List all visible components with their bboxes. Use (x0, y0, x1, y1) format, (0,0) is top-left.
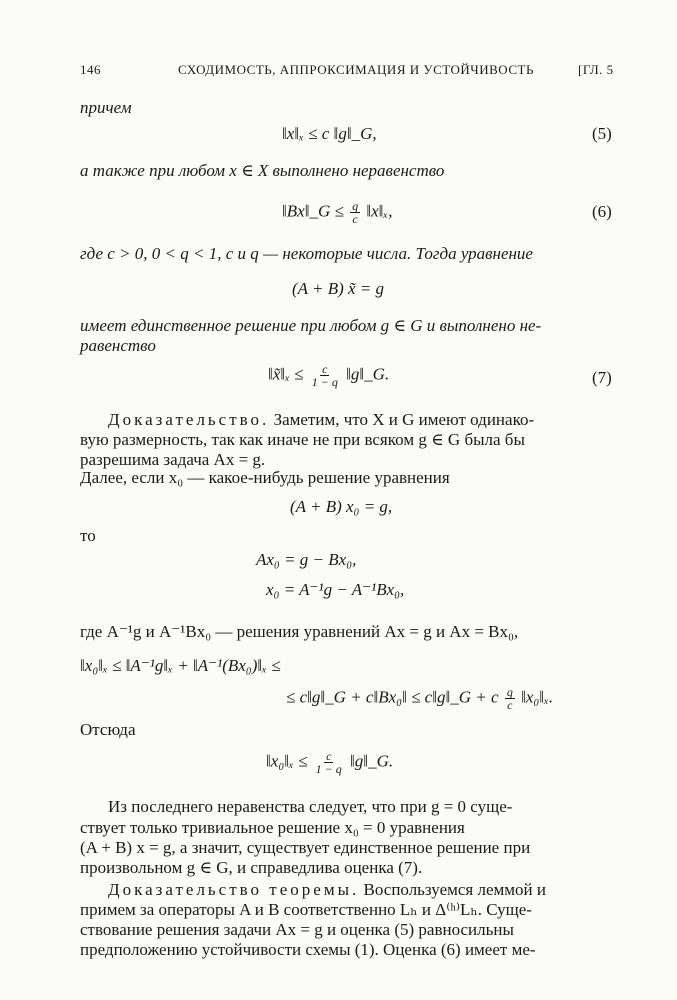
eq7-numerator: c (322, 362, 328, 376)
proof-text: Заметим, что X и G имеют одинако- (273, 410, 535, 429)
text-line: причем (80, 98, 132, 117)
page-number: 146 (80, 62, 101, 77)
equation-6 (282, 200, 393, 225)
proof-line (108, 880, 546, 900)
text-line: Далее, если x₀ — какое-нибудь решение уравнения (80, 468, 450, 487)
eq-c-left: ‖x₀‖ₓ ≤ (266, 751, 308, 771)
eq-b2-left: ≤ c‖g‖_G + c‖Bx₀‖ ≤ c‖g‖_G + c (286, 687, 499, 707)
eq6-denominator: c (352, 212, 358, 226)
eq7-right: ‖g‖_G. (346, 364, 390, 384)
eq-c-fraction (314, 750, 344, 775)
text-line: предположению устойчивости схемы (1). Оценка (6) имеет ме- (80, 940, 536, 959)
text-line: то (80, 526, 96, 545)
equation-a1: Ax₀ = g − Bx₀, (256, 550, 357, 569)
text-line: примем за операторы A и B соответственно Lₕ и Δ⁽ʰ⁾Lₕ. Суще- (80, 900, 532, 919)
equation-5: ‖x‖ₓ ≤ c ‖g‖_G, (282, 124, 377, 143)
running-title: СХОДИМОСТЬ, АППРОКСИМАЦИЯ И УСТОЙЧИВОСТЬ (178, 62, 534, 77)
equation-number-5: (5) (592, 124, 612, 143)
equation-b2 (286, 686, 553, 711)
proof-lead: Доказательство. (108, 410, 270, 429)
eq-c-numerator: c (326, 749, 332, 763)
equation-number-7: (7) (592, 368, 612, 387)
eq6-right: ‖x‖ₓ, (366, 201, 393, 221)
eq6-fraction (350, 200, 360, 225)
eq7-denominator: 1 − q (311, 375, 338, 389)
text-line: где c > 0, 0 < q < 1, c и q — некоторые числа. Тогда уравнение (80, 244, 533, 263)
text-line: где A⁻¹g и A⁻¹Bx₀ — решения уравнений Ax = g и Ax = Bx₀, (80, 622, 519, 641)
eq7-fraction (310, 363, 340, 388)
text-line: Из последнего неравенства следует, что при g = 0 суще- (108, 797, 513, 816)
eq-c-denominator: 1 − q (315, 762, 342, 776)
equation-a2: x₀ = A⁻¹g − A⁻¹Bx₀, (266, 580, 405, 599)
chapter-label: [ГЛ. 5 (578, 62, 614, 77)
proof-lead: Доказательство теоремы. (108, 880, 360, 899)
text-line: произвольном g ∈ G, и справедлива оценка (7). (80, 858, 423, 877)
equation-7 (268, 363, 389, 388)
eq-b2-denominator: c (507, 698, 513, 712)
equation-c (266, 750, 393, 775)
equation-main: (A + B) x̃ = g (292, 279, 385, 298)
text-line: разрешима задача Ax = g. (80, 450, 266, 469)
text-line: равенство (80, 336, 156, 355)
eq-b2-fraction (505, 686, 515, 711)
equation-number-6: (6) (592, 202, 612, 221)
eq7-left: ‖x̃‖ₓ ≤ (268, 364, 304, 384)
proof-line (108, 410, 534, 430)
eq-c-right: ‖g‖_G. (350, 751, 394, 771)
eq-b2-right: ‖x₀‖ₓ. (521, 687, 554, 707)
text-line: а также при любом x ∈ X выполнено неравенство (80, 161, 445, 180)
equation-b1: ‖x₀‖ₓ ≤ ‖A⁻¹g‖ₓ + ‖A⁻¹(Bx₀)‖ₓ ≤ (80, 656, 281, 675)
text-line: вую размерность, так как иначе не при всяком g ∈ G была бы (80, 430, 525, 449)
text-line: ствование решения задачи Ax = g и оценка (5) равносильны (80, 920, 514, 939)
text-line: имеет единственное решение при любом g ∈ G и выполнено не- (80, 316, 542, 335)
eq6-numerator: q (352, 199, 359, 213)
equation-x0: (A + B) x₀ = g, (290, 497, 393, 516)
text-line: Отсюда (80, 720, 136, 739)
eq6-left: ‖Bx‖_G ≤ (282, 201, 344, 221)
text-line: (A + B) x = g, а значит, существует единственное решение при (80, 838, 531, 857)
proof-text: Воспользуемся леммой и (363, 880, 546, 899)
eq-b2-numerator: q (506, 685, 513, 699)
text-line: ствует только тривиальное решение x₀ = 0 уравнения (80, 818, 465, 837)
